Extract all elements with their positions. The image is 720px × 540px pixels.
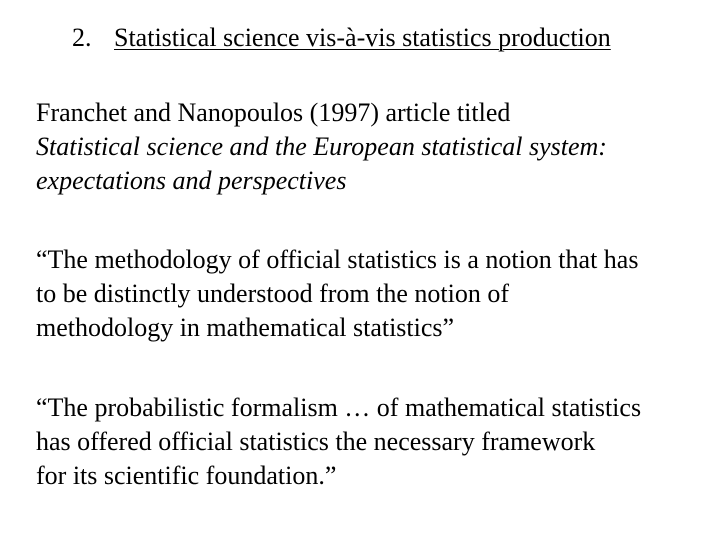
quote-methodology-line-2: to be distinctly understood from the notion of [36,279,509,308]
reference-title-line-1: Statistical science and the European statistical system: [36,132,607,161]
quote-methodology [36,243,720,345]
quote-formalism [36,391,720,493]
reference-title-line-2: expectations and perspectives [36,166,347,195]
reference-intro-line: Franchet and Nanopoulos (1997) article titled [36,98,511,127]
slide-heading [72,22,611,54]
quote-methodology-line-3: methodology in mathematical statistics” [36,313,455,342]
heading-title: Statistical science vis-à-vis statistics production [114,23,611,52]
quote-formalism-line-2: has offered official statistics the necessary framework [36,427,596,456]
quote-formalism-line-1: “The probabilistic formalism … of mathematical statistics [36,393,642,422]
quote-formalism-line-3: for its scientific foundation.” [36,461,337,490]
quote-methodology-line-1: “The methodology of official statistics is a notion that has [36,245,639,274]
reference-paragraph [36,96,720,198]
heading-number: 2. [72,23,92,52]
